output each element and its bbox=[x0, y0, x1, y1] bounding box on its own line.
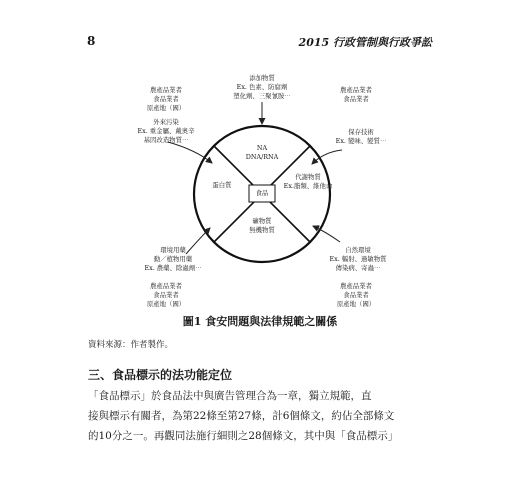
corner-label-top-right: 農產品業者 食品業者 bbox=[340, 86, 372, 103]
source-note: 資料來源：作者製作。 bbox=[88, 340, 174, 350]
outer-label-upper-left: 外來污染 Ex. 重金屬、戴奧辛 基因改造物質⋯ bbox=[137, 118, 195, 144]
corner-label-bottom-right: 農產品業者 食品業者 原產地（國） bbox=[336, 282, 376, 308]
paragraph-line: 的10分之一。再觀同法施行細則之28個條文，其中與「食品標示」 bbox=[88, 430, 399, 442]
outer-label-lower-left: 環境用藥 動／植物用藥 Ex. 農藥、除蟲劑⋯ bbox=[144, 246, 202, 272]
corner-label-bottom-left: 農產品業者 食品業者 原產地（國） bbox=[146, 282, 186, 308]
arrow-upper-left bbox=[168, 142, 212, 163]
inner-label-top: NA DNA/RNA bbox=[245, 144, 279, 161]
figure-caption: 圖1 食安問題與法律規範之關係 bbox=[182, 315, 338, 328]
paragraph-line: 「食品標示」於食品法中與廣告管理合為一章，獨立規範，直 bbox=[88, 390, 372, 402]
page-number: 8 bbox=[87, 34, 96, 48]
outer-label-upper-right: 保存技術 Ex. 變味、變質⋯ bbox=[335, 128, 387, 145]
inner-label-bottom: 礦物質 無機物質 bbox=[249, 217, 275, 234]
center-label: 食品 bbox=[255, 189, 269, 197]
outer-label-lower-right: 自然環境 Ex. 輻射、過敏物質 傳染病、寄蟲⋯ bbox=[329, 246, 387, 272]
corner-label-top-left: 農產品業者 食品業者 原產地（國） bbox=[146, 86, 186, 112]
section-heading: 三、食品標示的法功能定位 bbox=[88, 368, 233, 382]
body-paragraph bbox=[88, 386, 432, 446]
inner-label-left: 蛋白質 bbox=[212, 181, 232, 189]
running-header: 2015 行政管制與行政爭訟 bbox=[298, 36, 432, 49]
paragraph-line: 接與標示有關者，為第22條至第27條，計6個條文，約佔全部條文 bbox=[88, 410, 395, 422]
inner-label-right: 代謝物質 Ex.脂類、維他命 bbox=[283, 173, 333, 190]
outer-label-top: 添加物質 Ex. 色素、防腐劑 塑化劑、三聚氰胺⋯ bbox=[233, 74, 291, 100]
